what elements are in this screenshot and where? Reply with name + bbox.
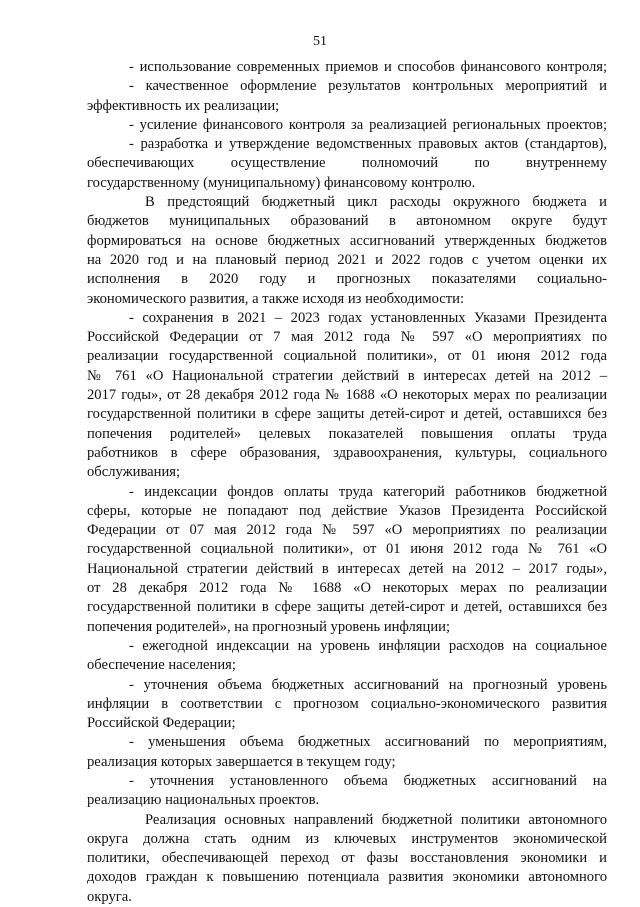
text-line: экономического развития, а также исходя из необходимости:	[87, 290, 464, 307]
text-line: округа должна стать одним из ключевых инструментов экономической	[87, 830, 607, 847]
text-line: - уменьшения объема бюджетных ассигнований по мероприятиям,	[129, 734, 607, 751]
text-line: - использование современных приемов и способов финансового контроля;	[129, 59, 607, 75]
text-line: государственной политики в сфере защиты детей-сирот и детей, оставшихся без	[87, 599, 607, 616]
text-line: Российской Федерации от 7 мая 2012 года № 597 «О мероприятиях по	[87, 329, 607, 346]
text-line: от 28 декабря 2012 года № 1688 «О некоторых мерах по реализации	[87, 580, 607, 597]
text-line: эффективность их реализации;	[87, 97, 280, 114]
text-line: Реализация основных направлений бюджетной политики автономного	[145, 811, 607, 828]
document-body	[87, 58, 607, 907]
text-line: попечения родителей» целевых показателей повышения оплаты труда	[87, 425, 607, 442]
text-line: - усиление финансового контроля за реализацией региональных проектов;	[129, 116, 607, 133]
text-line: инфляции в соответствии с прогнозом социально-экономического развития	[87, 695, 607, 712]
text-line: Национальной стратегии действий в интересах детей на 2012 – 2017 годы»,	[87, 560, 607, 577]
text-line: - индексации фондов оплаты труда категорий работников бюджетной	[129, 483, 607, 500]
text-line: реализации государственной социальной политики», от 01 июня 2012 года	[87, 348, 607, 365]
text-line: государственной политики в сфере защиты детей-сирот и детей, оставшихся без	[87, 406, 607, 423]
text-line: государственной социальной политики», от 01 июня 2012 года № 761 «О	[87, 541, 607, 558]
text-line: - ежегодной индексации на уровень инфляции расходов на социальное	[129, 637, 607, 654]
text-line: № 761 «О Национальной стратегии действий в интересах детей на 2012 –	[87, 367, 607, 384]
text-line: Российской Федерации;	[87, 715, 236, 732]
text-line: государственному (муниципальному) финансовому контролю.	[87, 174, 476, 191]
text-line: - сохранения в 2021 – 2023 годах установленных Указами Президента	[129, 309, 607, 326]
text-line: исполнения в 2020 году и прогнозных показателями социально-	[87, 271, 607, 288]
text-line: - качественное оформление результатов контрольных мероприятий и	[129, 78, 607, 95]
text-line: Федерации от 07 мая 2012 года № 597 «О мероприятиях по реализации	[87, 522, 607, 539]
text-line: 2017 годы», от 28 декабря 2012 года № 1688 «О некоторых мерах по реализации	[87, 387, 607, 404]
text-line: политики, обеспечивающей переход от фазы восстановления экономики и	[87, 850, 607, 867]
page-number: 51	[313, 34, 327, 49]
text-line: на 2020 год и на плановый период 2021 и 2022 годов с учетом оценки их	[87, 251, 607, 268]
text-line: - разработка и утверждение ведомственных правовых актов (стандартов),	[129, 136, 607, 153]
text-line: обслуживания;	[87, 464, 181, 481]
text-line: сферы, которые не попадают под действие Указов Президента Российской	[87, 502, 607, 519]
text-line: обеспечивающих осуществление полномочий по внутреннему	[87, 155, 607, 172]
text-line: бюджетов муниципальных образований в автономном округе будут	[87, 213, 607, 230]
text-line: - уточнения объема бюджетных ассигнований на прогнозный уровень	[129, 676, 607, 693]
text-line: - уточнения установленного объема бюджетных ассигнований на	[129, 772, 607, 789]
text-line: обеспечение населения;	[87, 657, 236, 674]
text-line: доходов граждан к повышению потенциала развития экономики автономного	[87, 869, 607, 886]
text-line: В предстоящий бюджетный цикл расходы окружного бюджета и	[145, 194, 607, 211]
text-line: реализацию национальных проектов.	[87, 792, 320, 809]
text-line: попечения родителей», на прогнозный уровень инфляции;	[87, 618, 451, 635]
text-line: округа.	[87, 888, 132, 905]
text-line: формироваться на основе бюджетных ассигнований утвержденных бюджетов	[87, 232, 607, 249]
text-line: реализация которых завершается в текущем году;	[87, 753, 396, 770]
text-line: работников в сфере образования, здравоохранения, культуры, социального	[87, 444, 607, 461]
